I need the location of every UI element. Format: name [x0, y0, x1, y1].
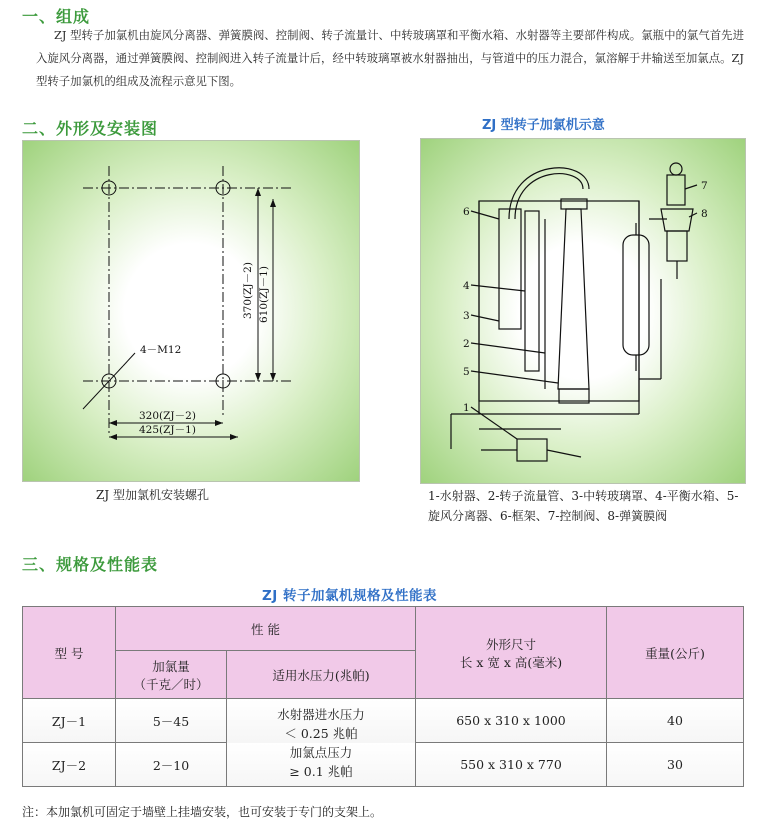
dim-inner-vertical: 370(ZJ－2)	[242, 262, 254, 319]
dim-outer-vertical: 610(ZJ－1)	[258, 266, 270, 323]
header-dimensions-line2: 长 x 宽 x 高(毫米)	[459, 654, 563, 670]
dim-outer-horizontal: 425(ZJ－1)	[139, 424, 196, 436]
row2-model: ZJ－2	[23, 743, 116, 787]
pressure-cell	[227, 699, 416, 787]
composition-paragraph: ZJ 型转子加氯机由旋风分离器、弹簧膜阀、控制阀、转子流量计、中转玻璃罩和平衡水箱、水射器等主要部件构成。氯瓶中的氯气首先进入旋风分离器，通过弹簧膜阀、控制阀进入转子流量计后，经中转玻璃罩被水射器抽出，与管道中的压力混合，氯溶解于井输送至加氯点。ZJ 型转子加氯机的组成及流程示意见下图。	[36, 28, 744, 88]
table-row	[23, 699, 744, 743]
schematic-legend: 1-水射器、2-转子流量管、3-中转玻璃罩、4-平衡水箱、5-旋风分离器、6-框架、7-控制阀、8-弹簧膜阀	[428, 489, 739, 523]
schematic-panel	[420, 138, 746, 484]
callout-3: 3	[463, 310, 470, 322]
pressure-line-1: 水射器进水压力	[277, 706, 365, 722]
callout-5: 5	[463, 366, 470, 378]
installation-note: 注：本加氯机可固定于墙壁上挂墙安装，也可安装于专门的支架上。	[22, 805, 383, 819]
header-dosing-line1: 加氯量	[152, 658, 190, 674]
callout-6: 6	[463, 206, 470, 218]
dim-inner-horizontal: 320(ZJ－2)	[139, 410, 196, 422]
spec-table-title: ZJ 转子加氯机规格及性能表	[262, 588, 438, 604]
schematic-title: ZJ 型转子加氯机示意	[482, 118, 605, 133]
callout-4: 4	[463, 280, 470, 292]
header-dimensions-line1: 外形尺寸	[485, 636, 536, 652]
hole-spec-label: 4－M12	[140, 344, 182, 356]
spec-table	[22, 606, 744, 787]
section-heading-composition: 一、组成	[22, 7, 91, 26]
header-pressure: 适用水压力(兆帕)	[227, 651, 416, 699]
row1-dosing: 5－45	[116, 699, 227, 743]
row1-dimensions: 650 x 310 x 1000	[416, 699, 607, 743]
row1-model: ZJ－1	[23, 699, 116, 743]
install-caption: ZJ 型加氯机安装螺孔	[96, 488, 209, 502]
header-dosing-line2: （千克／时）	[133, 676, 209, 692]
header-performance: 性 能	[116, 607, 416, 651]
row1-weight: 40	[607, 699, 744, 743]
section-heading-specs: 三、规格及性能表	[22, 555, 159, 574]
header-dimensions	[416, 607, 607, 699]
row2-dosing: 2－10	[116, 743, 227, 787]
callout-2: 2	[463, 338, 470, 350]
callout-8: 8	[701, 208, 708, 220]
header-dosing	[116, 651, 227, 699]
install-drawing	[23, 141, 359, 481]
row2-dimensions: 550 x 310 x 770	[416, 743, 607, 787]
install-drawing-panel	[22, 140, 360, 482]
row2-weight: 30	[607, 743, 744, 787]
header-model: 型 号	[23, 607, 116, 699]
callout-7: 7	[701, 180, 708, 192]
pressure-line-2: ＜ 0.25 兆帕	[284, 725, 358, 741]
chlorinator-schematic	[421, 139, 745, 483]
section-heading-installation: 二、外形及安装图	[22, 119, 159, 138]
header-weight: 重量(公斤)	[607, 607, 744, 699]
pressure-line-3: 加氯点压力	[289, 744, 353, 760]
pressure-line-4: ≥ 0.1 兆帕	[289, 763, 353, 779]
callout-1: 1	[463, 402, 470, 414]
